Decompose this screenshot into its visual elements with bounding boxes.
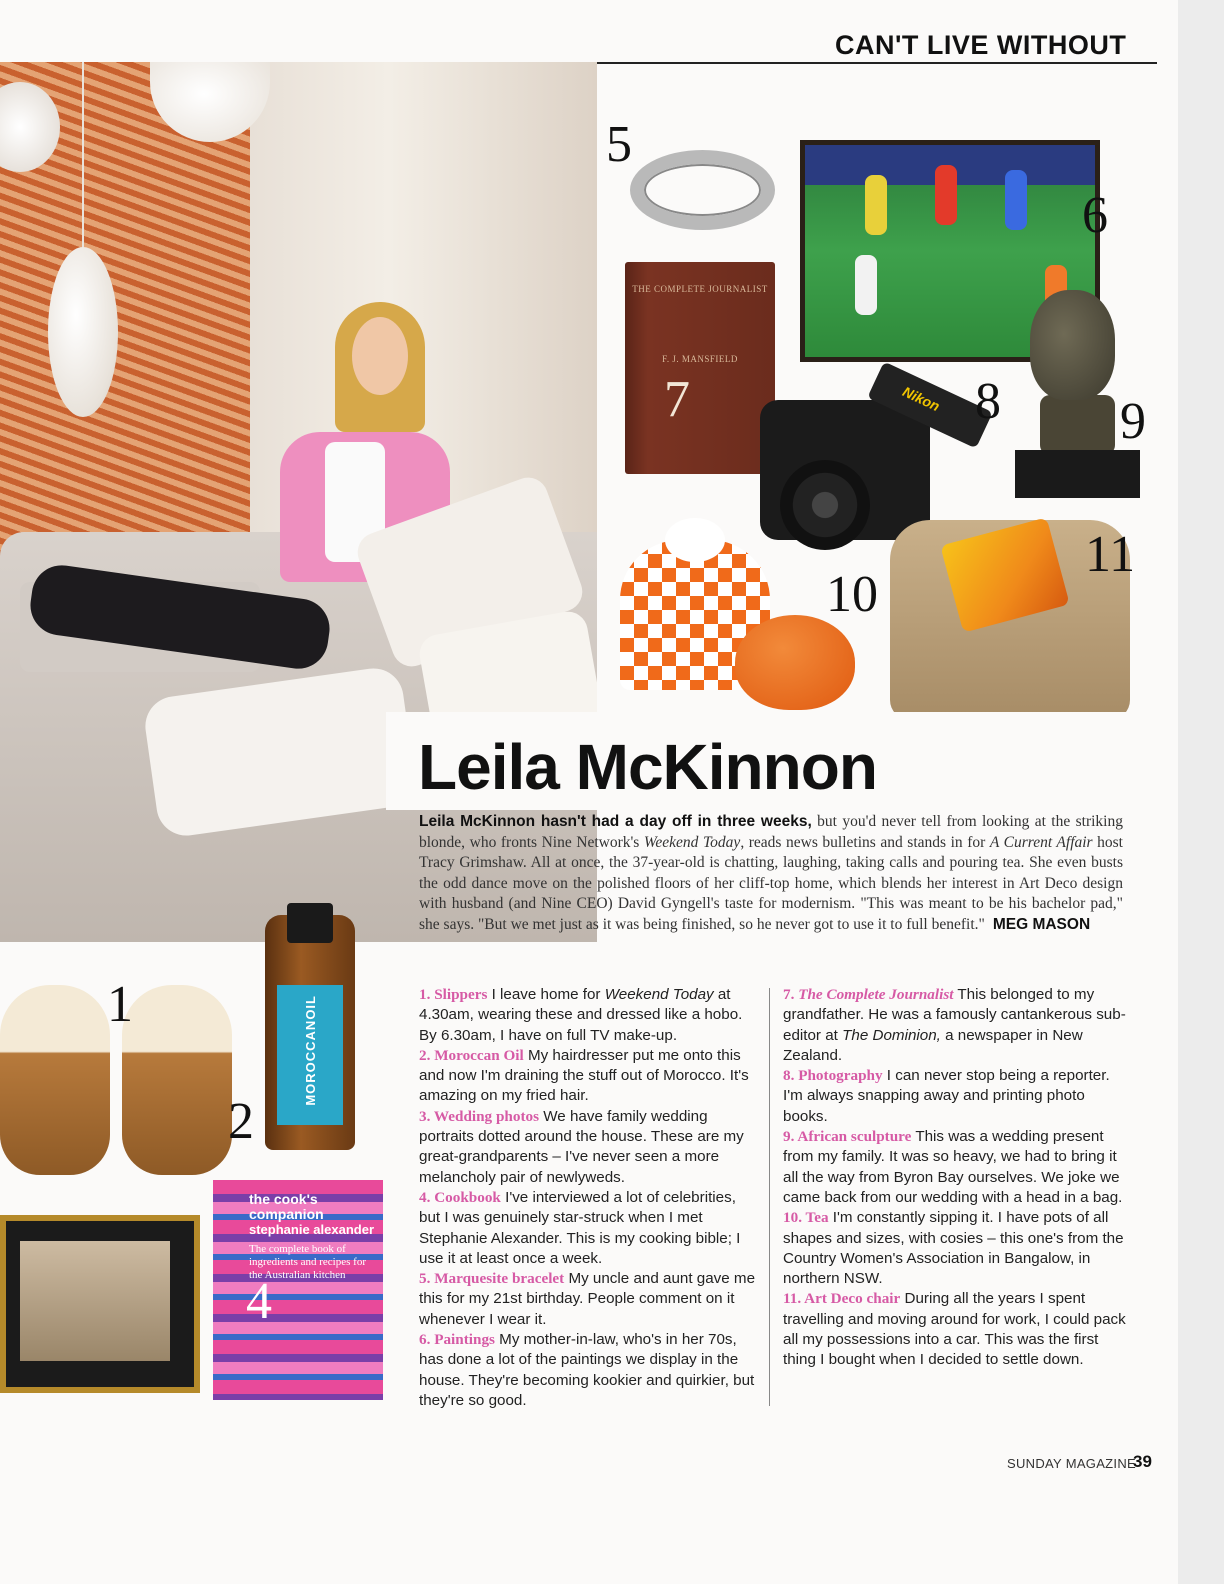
intro-text: , reads news bulletins and stands in for xyxy=(740,833,990,851)
painting-figure xyxy=(1005,170,1027,230)
camera-brand: Nikon xyxy=(900,383,943,415)
cookbook-image xyxy=(213,1180,383,1400)
items-column-right xyxy=(783,985,1128,1371)
product-number: 7 xyxy=(664,371,690,428)
item-entry xyxy=(419,1330,761,1411)
moroccan-oil-image xyxy=(265,915,355,1150)
item-title: 4. Cookbook xyxy=(419,1188,501,1206)
product-number: 10 xyxy=(826,566,878,623)
magazine-name: SUNDAY MAGAZINE xyxy=(1007,1456,1136,1471)
item-title: 2. Moroccan Oil xyxy=(419,1046,524,1064)
article-intro xyxy=(419,812,1123,935)
article-headline: Leila McKinnon xyxy=(418,731,877,803)
item-text: I've interviewed a lot of celebrities, but I was genuinely star-struck when I met Stephanie Alexander. This is my cooking bible; I use it at least once a week. xyxy=(419,1188,741,1267)
journal-book-image xyxy=(625,262,775,474)
item-entry xyxy=(419,1107,761,1188)
item-text: This was a wedding present from my family. It was so heavy, we had to bring it all the way from Byron Bay ourselves. We joke we came back from our wedding with a head in a bag. xyxy=(783,1128,1123,1206)
product-number: 2 xyxy=(228,1093,254,1150)
item-text: We have family wedding portraits dotted around the house. These are my great-grandparents – I've never seen a more melancholy pair of newlyweds. xyxy=(419,1107,744,1186)
intro-text: but you'd never tell from looking at the striking blonde, who fronts Nine Network's xyxy=(419,813,1123,851)
item-entry xyxy=(419,985,761,1046)
item-title: 5. Marquesite bracelet xyxy=(419,1270,565,1288)
item-text: a newspaper in New Zealand. xyxy=(783,1026,1083,1064)
product-number: 6 xyxy=(1082,187,1108,244)
teapot-image xyxy=(735,615,855,710)
wedding-photo xyxy=(20,1241,170,1361)
item-text: My uncle and aunt gave me this for my 21st birthday. People comment on it whenever I wear it. xyxy=(419,1270,756,1328)
items-column-left xyxy=(419,985,761,1411)
lamp-cord xyxy=(82,62,84,252)
painting-figure xyxy=(935,165,957,225)
page-edge xyxy=(1178,0,1224,1584)
journal-author: F. J. MANSFIELD xyxy=(662,354,738,364)
item-title: 10. Tea xyxy=(783,1209,829,1227)
intro-text: host Tracy Grimshaw. All at once, the 37-year-old is chatting, laughing, taking calls and pouring tea. She even busts the odd dance move on the polished floors of her cliff-top home, which blends her interest in Art Deco design with husband (and Nine CEO) David Gyngell's taste for modernism. "This was meant to be his bachelor pad," she says. "But we met just as it was being finished, so he never got to use it to full benefit." xyxy=(419,833,1123,933)
product-number: 4 xyxy=(246,1273,272,1330)
item-italic: Weekend Today xyxy=(604,986,714,1003)
painting-figure xyxy=(855,255,877,315)
item-title: 8. Photography xyxy=(783,1067,883,1085)
item-text: I leave home for xyxy=(487,986,605,1003)
header-rule xyxy=(597,62,1157,64)
intro-show-title: A Current Affair xyxy=(989,833,1093,851)
oil-brand: MOROCCANOIL xyxy=(303,995,318,1106)
item-entry xyxy=(783,1127,1128,1208)
item-title: 9. African sculpture xyxy=(783,1128,912,1146)
item-italic: The Dominion, xyxy=(842,1026,941,1044)
item-entry xyxy=(419,1188,761,1269)
slipper xyxy=(0,985,110,1175)
item-title: 6. Paintings xyxy=(419,1331,495,1349)
wedding-photo-frame-image xyxy=(0,1215,200,1393)
item-entry xyxy=(419,1269,761,1330)
product-number: 5 xyxy=(606,116,632,173)
item-entry xyxy=(783,1208,1128,1289)
page-number: 39 xyxy=(1133,1452,1152,1471)
byline: MEG MASON xyxy=(992,915,1091,933)
section-label: CAN'T LIVE WITHOUT xyxy=(835,30,1127,60)
intro-show-title: Weekend Today xyxy=(643,833,741,851)
product-number: 9 xyxy=(1120,393,1146,450)
item-entry xyxy=(783,985,1128,1066)
pendant-lamp xyxy=(48,247,118,417)
bottle-cap xyxy=(287,903,333,943)
chair-cushion xyxy=(940,517,1070,632)
item-title: 7. xyxy=(783,986,799,1003)
item-title-italic: The Complete Journalist xyxy=(798,986,954,1003)
journal-title: THE COMPLETE JOURNALIST xyxy=(632,284,768,294)
sculpture-head-image xyxy=(1030,290,1115,400)
bottle-label xyxy=(277,985,343,1125)
item-entry xyxy=(783,1066,1128,1127)
item-entry xyxy=(783,1289,1128,1370)
tea-cosy-pompom xyxy=(665,518,725,562)
item-text: My mother-in-law, who's in her 70s, has done a lot of the paintings we display in the house. They're becoming kookier and quirkier, but they're so good. xyxy=(419,1331,755,1409)
slipper xyxy=(122,985,232,1175)
cookbook-blurb: The complete book of ingredients and recipes for the Australian kitchen xyxy=(249,1243,366,1281)
camera-lens xyxy=(780,460,870,550)
sculpture-neck xyxy=(1040,395,1115,455)
person-face xyxy=(352,317,408,395)
item-title: 3. Wedding photos xyxy=(419,1107,540,1125)
item-text: I'm constantly sipping it. I have pots of all shapes and sizes, with cosies – this one's from the Country Women's Association in Bangalow, in northern NSW. xyxy=(783,1209,1124,1288)
bracelet-image xyxy=(630,150,775,230)
cookbook-cover-text xyxy=(249,1192,383,1282)
column-divider xyxy=(769,988,770,1406)
painting-figure xyxy=(865,175,887,235)
hero-photo xyxy=(0,62,597,942)
item-title: 1. Slippers xyxy=(419,986,488,1003)
item-entry xyxy=(419,1046,761,1107)
intro-lead: Leila McKinnon hasn't had a day off in three weeks, xyxy=(419,813,812,830)
item-text: at 4.30am, wearing these and dressed like a hobo. By 6.30am, I have on full TV make-up. xyxy=(419,986,743,1044)
item-text: During all the years I spent travelling and moving around for work, I could pack all my possessions into a car. This was the first thing I bought when I decided to settle down. xyxy=(783,1290,1126,1369)
sculpture-base xyxy=(1015,450,1140,498)
item-text: This belonged to my grandfather. He was a famously cantankerous sub-editor at xyxy=(783,986,1126,1044)
item-text: My hairdresser put me onto this and now I'm draining the stuff out of Morocco. It's amazing on my fried hair. xyxy=(419,1046,749,1105)
item-title: 11. Art Deco chair xyxy=(783,1290,901,1308)
product-number: 11 xyxy=(1085,526,1136,583)
cookbook-author: stephanie alexander xyxy=(249,1222,374,1237)
camera-image xyxy=(760,400,930,540)
product-number: 1 xyxy=(107,976,133,1033)
cookbook-title: the cook's companion xyxy=(249,1191,324,1222)
product-number: 8 xyxy=(975,373,1001,430)
item-text: I can never stop being a reporter. I'm always snapping away and printing photo books. xyxy=(783,1067,1110,1125)
